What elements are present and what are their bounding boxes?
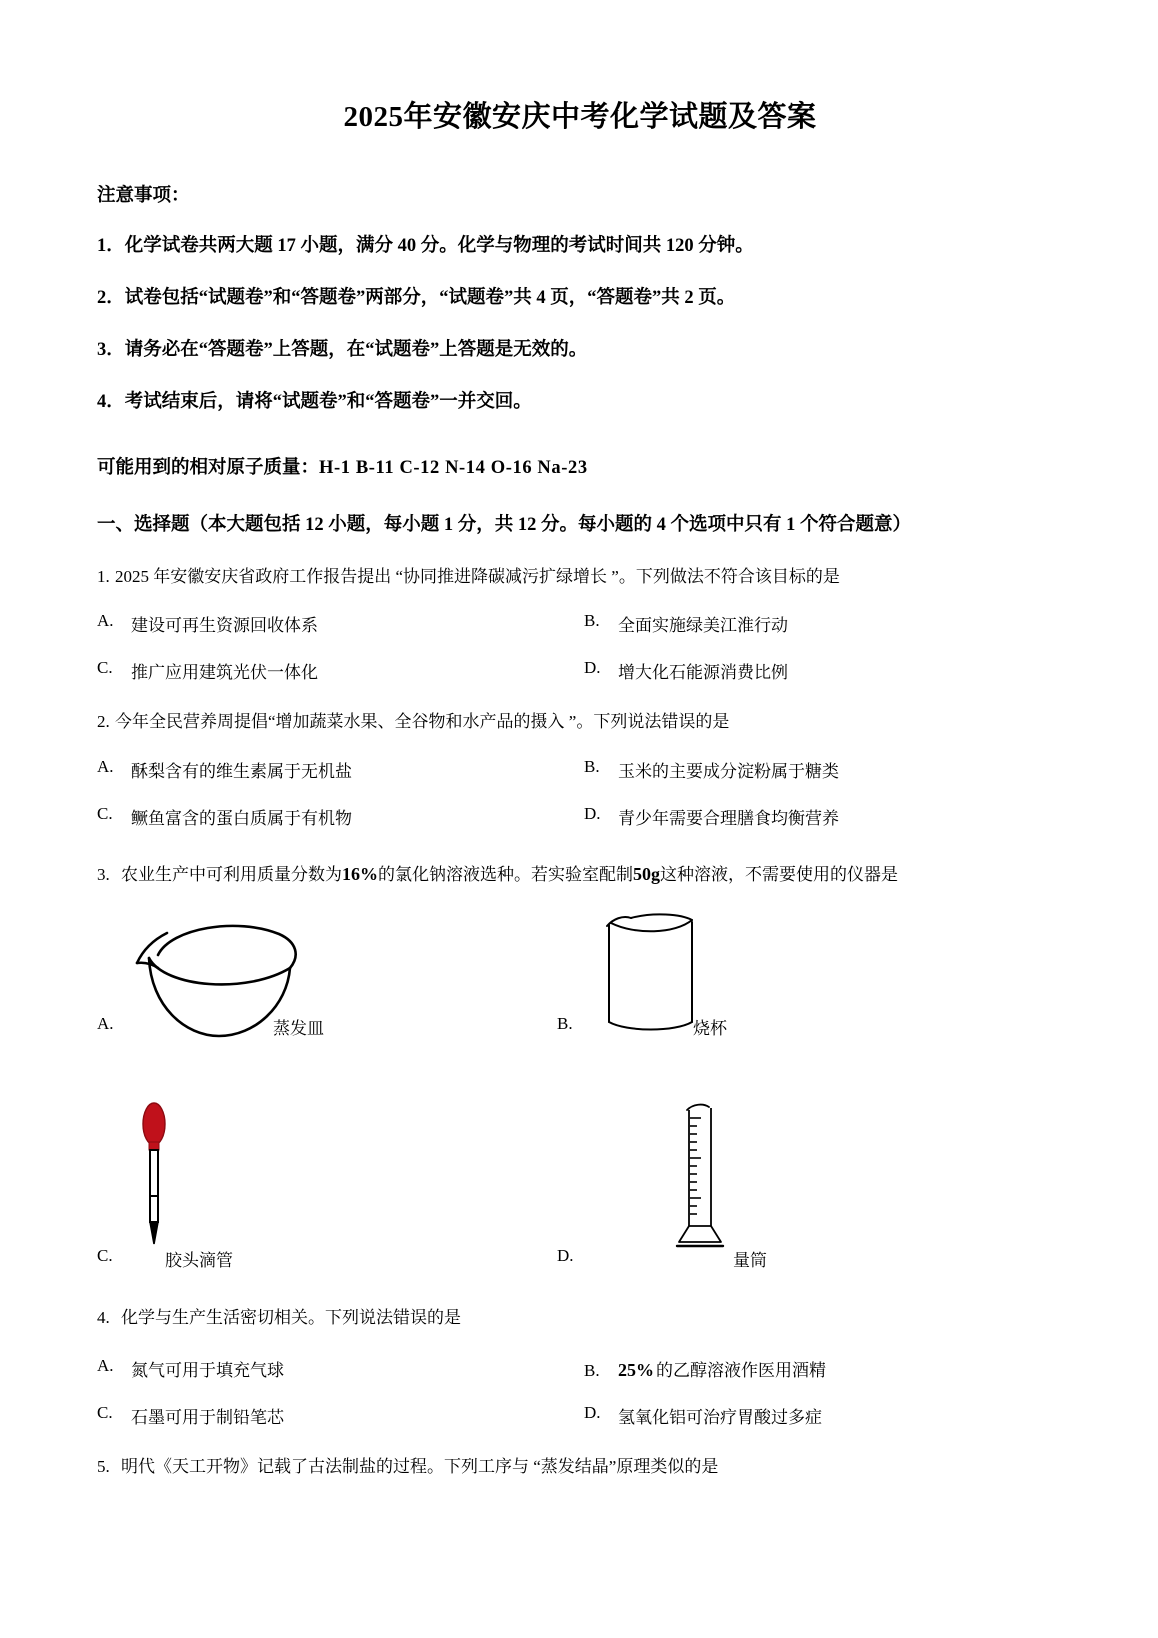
question-1-options-row-2 — [97, 658, 1063, 683]
question-1-option-a[interactable] — [97, 611, 584, 636]
apparatus-d-letter: D. — [557, 1245, 574, 1265]
apparatus-a-letter: A. — [97, 1013, 114, 1033]
question-3-concentration: 16% — [342, 863, 378, 884]
apparatus-b-letter: B. — [557, 1013, 573, 1033]
option-letter: A. — [97, 756, 114, 776]
question-1-stem: 2025 年安徽安庆省政府工作报告提出 “协同推进降碳减污扩绿增长 ”。下列做法不符合该目标的是 — [115, 566, 840, 586]
option-letter: C. — [97, 658, 113, 678]
question-3-number: 3. — [97, 864, 110, 884]
option-letter: D. — [584, 803, 601, 823]
option-b-percentage: 25% — [618, 1360, 654, 1381]
option-text: 推广应用建筑光伏一体化 — [131, 663, 318, 683]
question-2-options-row-1 — [97, 757, 1063, 782]
question-4-option-a[interactable] — [97, 1356, 584, 1381]
question-3 — [97, 861, 1063, 888]
question-4-options-row-1 — [97, 1356, 1063, 1381]
option-letter: B. — [584, 756, 600, 776]
question-3-stem-part-3: 这种溶液，不需要使用的仪器是 — [660, 864, 898, 884]
question-2-option-a[interactable] — [97, 757, 584, 782]
option-text: 氢氧化铝可治疗胃酸过多症 — [618, 1408, 822, 1428]
question-4-option-c[interactable] — [97, 1403, 584, 1428]
option-letter: B. — [584, 611, 600, 631]
option-text: 酥梨含有的维生素属于无机盐 — [131, 761, 352, 781]
option-text: 青少年需要合理膳食均衡营养 — [618, 808, 839, 828]
apparatus-c-name: 胶头滴管 — [165, 1250, 233, 1270]
question-4 — [97, 1305, 1063, 1331]
question-4-stem: 化学与生产生活密切相关。下列说法错误的是 — [121, 1307, 461, 1327]
notice-item-2: 2．试卷包括“试题卷”和“答题卷”两部分，“试题卷”共 4 页，“答题卷”共 2 页。 — [97, 287, 736, 308]
question-1-option-b[interactable] — [584, 611, 1063, 636]
question-4-option-d[interactable] — [584, 1403, 1063, 1428]
option-letter: D. — [584, 1403, 601, 1423]
question-4-number: 4. — [97, 1307, 110, 1327]
option-text: 的乙醇溶液作医用酒精 — [656, 1361, 826, 1381]
apparatus-a-name: 蒸发皿 — [273, 1018, 324, 1038]
apparatus-b-name: 烧杯 — [693, 1018, 727, 1038]
option-text: 氮气可用于填充气球 — [131, 1361, 284, 1381]
question-3-apparatus-row-2 — [97, 1098, 1063, 1283]
question-3-stem-part-2: 的氯化钠溶液选种。若实验室配制 — [378, 864, 633, 884]
apparatus-d-name: 量筒 — [733, 1250, 767, 1270]
option-text: 石墨可用于制铅笔芯 — [131, 1408, 284, 1428]
option-letter: C. — [97, 803, 113, 823]
option-letter: B. — [584, 1361, 600, 1381]
question-4-option-b[interactable] — [584, 1356, 1063, 1381]
option-letter: A. — [97, 1356, 114, 1376]
question-2-option-d[interactable] — [584, 804, 1063, 829]
question-5-stem: 明代《天工开物》记载了古法制盐的过程。下列工序与 “蒸发结晶”原理类似的是 — [121, 1457, 719, 1477]
question-1-option-c[interactable] — [97, 658, 584, 683]
option-text: 鳜鱼富含的蛋白质属于有机物 — [131, 808, 352, 828]
question-2-option-c[interactable] — [97, 804, 584, 829]
question-2-stem: 今年全民营养周提倡“增加蔬菜水果、全谷物和水产品的摄入 ”。下列说法错误的是 — [115, 712, 730, 732]
option-text: 玉米的主要成分淀粉属于糖类 — [618, 761, 839, 781]
atomic-mass-line — [97, 453, 1063, 479]
question-2-options-row-2 — [97, 804, 1063, 829]
question-2-number: 2. — [97, 712, 110, 732]
graduated-cylinder-figure — [671, 1100, 737, 1252]
option-letter: A. — [97, 611, 114, 631]
question-1-number: 1. — [97, 566, 110, 586]
dropper-figure — [133, 1100, 175, 1250]
question-2-option-b[interactable] — [584, 757, 1063, 782]
option-text: 建设可再生资源回收体系 — [131, 616, 318, 636]
question-3-apparatus-row-1 — [97, 896, 1063, 1096]
question-4-options-row-2 — [97, 1403, 1063, 1428]
option-text: 增大化石能源消费比例 — [618, 663, 788, 683]
section-heading-multiple-choice: 一、选择题（本大题包括 12 小题，每小题 1 分，共 12 分。每小题的 4 个选项中只有 1 个符合题意） — [97, 514, 912, 535]
notice-heading: 注意事项： — [97, 185, 190, 206]
question-1-option-d[interactable] — [584, 658, 1063, 683]
option-text: 全面实施绿美江淮行动 — [618, 616, 788, 636]
page-title: 2025年安徽安庆中考化学试题及答案 — [343, 101, 817, 133]
option-letter: C. — [97, 1403, 113, 1423]
notice-item-3: 3．请务必在“答题卷”上答题，在“试题卷”上答题是无效的。 — [97, 339, 588, 360]
option-letter: D. — [584, 658, 601, 678]
notice-item-4: 4．考试结束后，请将“试题卷”和“答题卷”一并交回。 — [97, 391, 532, 412]
question-5-number: 5. — [97, 1457, 110, 1477]
question-3-mass: 50g — [633, 863, 660, 884]
question-3-stem-part-1: 农业生产中可利用质量分数为 — [121, 864, 342, 884]
page-content — [97, 0, 1063, 1480]
dropper-icon — [133, 1100, 175, 1250]
apparatus-c-letter: C. — [97, 1245, 113, 1265]
question-5 — [97, 1454, 1063, 1480]
question-1 — [97, 564, 1063, 590]
graduated-cylinder-icon — [671, 1100, 737, 1252]
question-1-options-row-1 — [97, 611, 1063, 636]
atomic-mass-values: H-1 B-11 C-12 N-14 O-16 Na-23 — [319, 457, 588, 478]
question-2 — [97, 709, 1063, 735]
notice-item-1: 1．化学试卷共两大题 17 小题，满分 40 分。化学与物理的考试时间共 120 分钟。 — [97, 235, 754, 256]
atomic-mass-label: 可能用到的相对原子质量： — [97, 457, 320, 478]
